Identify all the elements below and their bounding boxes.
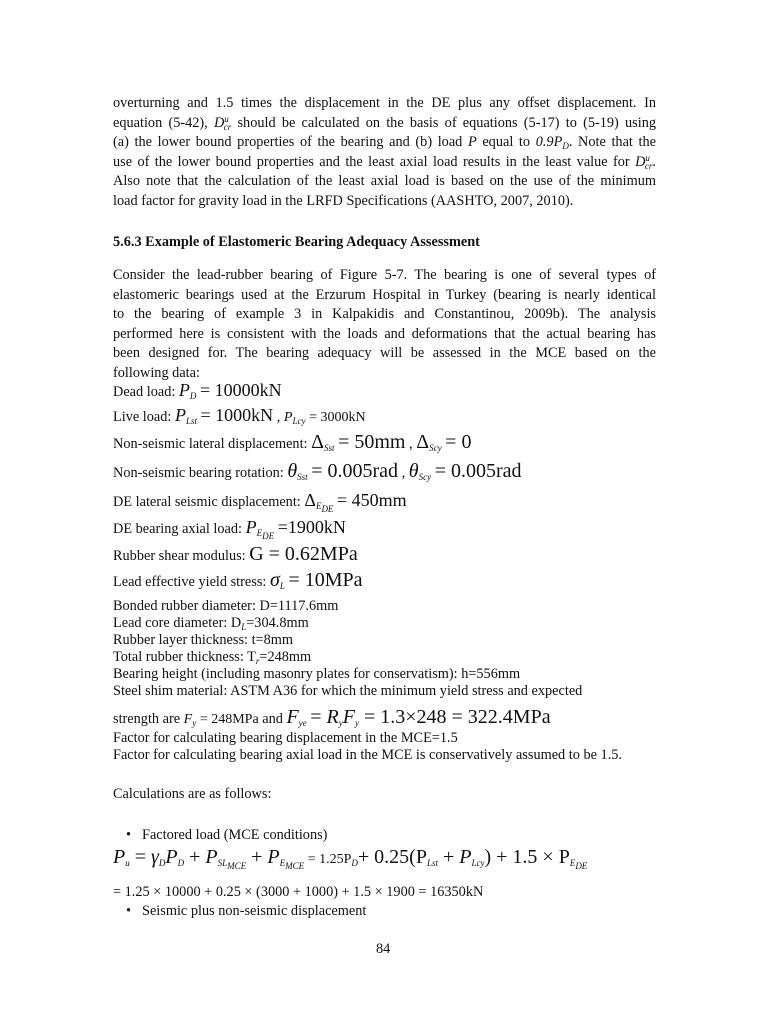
example-line-3: to the bearing of example 3 in Kalpakidis and Constantinou, 2009b). The analysis bbox=[113, 306, 656, 322]
live-load: Live load: $P_{Lst} = 1000kN$ , $P_{Lcy} = 3000kN$ bbox=[113, 405, 366, 426]
section-heading: 5.6.3 Example of Elastomeric Bearing Adequacy Assessment bbox=[113, 234, 480, 250]
intro-line-5: Also note that the calculation of the least axial load is based on the use of the minimum bbox=[113, 173, 656, 189]
factor-axial-load: Factor for calculating bearing axial load in the MCE is conservatively assumed to be 1.5. bbox=[113, 747, 622, 763]
intro-line-2: equation (5-42), $D^u_{cr}$ should be calculated on the basis of equations (5-17) to (5-19) using bbox=[113, 113, 656, 132]
bullet-seismic-displacement: • Seismic plus non-seismic displacement bbox=[126, 903, 367, 919]
dead-load: Dead load: $P_D = 10000kN$ bbox=[113, 380, 282, 401]
rubber-layer-thickness: Rubber layer thickness: t=8mm bbox=[113, 632, 293, 648]
intro-line-3: (a) the lower bound properties of the bearing and (b) load P equal to $0.9P_D$. Note that the bbox=[113, 134, 656, 151]
example-line-1: Consider the lead-rubber bearing of Figure 5-7. The bearing is one of several types of bbox=[113, 267, 656, 283]
example-line-4: performed here is consistent with the loads and deformations that the actual bearing has bbox=[113, 325, 656, 342]
intro-line-4: use of the lower bound properties and the least axial load results in the least value for $D^u_{cr}$. bbox=[113, 152, 656, 171]
bearing-height: Bearing height (including masonry plates for conservatism): h=556mm bbox=[113, 666, 521, 682]
example-line-5: been designed for. The bearing adequacy will be assessed in the MCE based on the bbox=[113, 345, 656, 361]
total-rubber-thickness: Total rubber thickness: $T_r=248mm$ bbox=[113, 649, 312, 666]
calculations-intro: Calculations are as follows: bbox=[113, 786, 272, 802]
example-paragraph bbox=[113, 266, 656, 383]
lead-effective-yield-stress: Lead effective yield stress: $\sigma_L = 10MPa$ bbox=[113, 569, 363, 591]
intro-paragraph bbox=[113, 94, 656, 211]
bullet-icon: • bbox=[126, 903, 132, 919]
page-number: 84 bbox=[376, 941, 391, 957]
bullet-factored-load: • Factored load (MCE conditions) bbox=[126, 827, 328, 843]
equation-factored-load-result: = 1.25 × 10000 + 0.25 × (3000 + 1000) + 1.5 × 1900 = 16350kN bbox=[113, 884, 484, 900]
example-line-6: following data: bbox=[113, 364, 200, 381]
equation-factored-load: $P_u = \gamma_DP_D + P_{SL_{MCE}} + P_{E_{MCE}} = 1.25P_D+ 0.25(P_{Lst} + P_{Lcy}) + 1.5 \times P_{E_{DE}}$ bbox=[113, 846, 588, 871]
example-line-2: elastomeric bearings used at the Erzurum Hospital in Turkey (bearing is nearly identical bbox=[113, 286, 656, 303]
factor-displacement: Factor for calculating bearing displacement in the MCE=1.5 bbox=[113, 730, 458, 746]
de-bearing-axial-load: DE bearing axial load: $P_{E_{DE}} =1900kN$ bbox=[113, 517, 346, 541]
steel-shim-material: Steel shim material: ASTM A36 for which the minimum yield stress and expected bbox=[113, 683, 583, 699]
intro-line-6: load factor for gravity load in the LRFD Specifications (AASHTO, 2007, 2010). bbox=[113, 192, 574, 209]
rubber-shear-modulus: Rubber shear modulus: G = 0.62MPa bbox=[113, 543, 358, 565]
lead-core-diameter: Lead core diameter: $D_L=304.8mm$ bbox=[113, 615, 309, 632]
de-lateral-seismic-displacement: DE lateral seismic displacement: $\Delta_{E_{DE}} = 450mm$ bbox=[113, 490, 407, 514]
steel-strength: strength are $F_y = 248MPa$ and $F_{ye} = R_yF_y = 1.3\times 248 = 322.4MPa$ bbox=[113, 706, 551, 728]
bullet-icon: • bbox=[126, 827, 132, 843]
intro-line-1: overturning and 1.5 times the displacement in the DE plus any offset displacement. In bbox=[113, 95, 656, 111]
nonseismic-bearing-rotation: Non-seismic bearing rotation: $\theta_{Sst} = 0.005rad$ , $\theta_{Scy} = 0.005rad$ bbox=[113, 460, 522, 482]
bonded-rubber-diameter: Bonded rubber diameter: D=1117.6mm bbox=[113, 598, 339, 614]
nonseismic-lateral-displacement: Non-seismic lateral displacement: $\Delta_{Sst} = 50mm$ , $\Delta_{Scy} = 0$ bbox=[113, 431, 472, 453]
